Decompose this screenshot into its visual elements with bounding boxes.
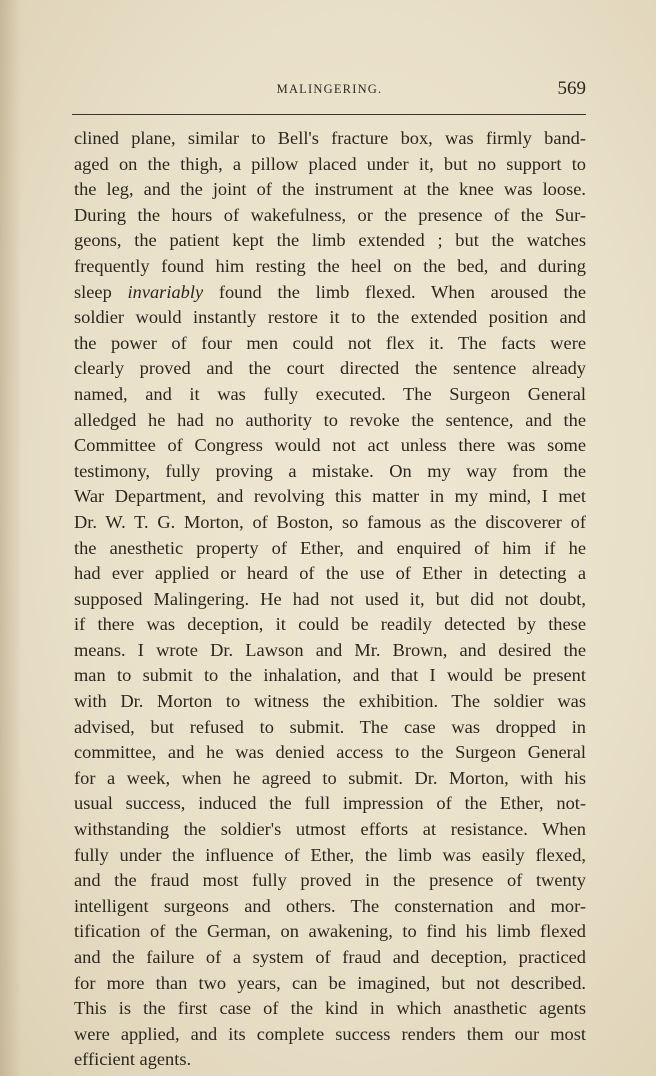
text-line: the leg, and the joint of the instrument at the knee was loose.: [74, 179, 586, 200]
running-head: MALINGERING.: [276, 82, 383, 96]
page-number: 569: [557, 78, 586, 99]
page-header: [73, 78, 586, 106]
text-line: clearly proved and the court directed the sentence already: [74, 358, 586, 379]
text-line: alledged he had no authority to revoke the sentence, and the: [74, 409, 586, 430]
text-line: withstanding the soldier's utmost efforts at resistance. When: [74, 819, 586, 840]
text-line: tification of the German, on awakening, to find his limb flexed: [74, 921, 586, 942]
italic-emphasis: invariably: [127, 281, 204, 302]
text-line: for more than two years, can be imagined, but not described.: [74, 972, 586, 993]
text-line: had ever applied or heard of the use of Ether in detecting a: [74, 563, 586, 584]
text-line: War Department, and revolving this matter in my mind, I met: [74, 486, 586, 507]
text-line: testimony, fully proving a mistake. On my way from the: [74, 460, 586, 481]
text-line: the anesthetic property of Ether, and enquired of him if he: [74, 537, 586, 558]
text-line: man to submit to the inhalation, and that I would be present: [74, 665, 586, 686]
text-line: usual success, induced the full impression of the Ether, not-: [74, 793, 586, 814]
text-line: named, and it was fully executed. The Surgeon General: [74, 383, 586, 404]
text-line: sleep invariably found the limb flexed. When aroused the: [74, 281, 586, 302]
text-line: Dr. W. T. G. Morton, of Boston, so famous as the discoverer of: [74, 511, 586, 532]
header-rule: [72, 114, 586, 115]
text-line: means. I wrote Dr. Lawson and Mr. Brown, and desired the: [74, 639, 586, 660]
text-line: fully under the influence of Ether, the limb was easily flexed,: [74, 844, 586, 865]
text-line: if there was deception, it could be readily detected by these: [74, 614, 586, 635]
text-line: soldier would instantly restore it to the extended position and: [74, 307, 586, 328]
body-text: [74, 126, 586, 1073]
text-line: Committee of Congress would not act unless there was some: [74, 435, 586, 456]
spine-shadow: [0, 0, 22, 1076]
text-line: efficient agents.: [74, 1049, 192, 1070]
text-line: were applied, and its complete success renders them our most: [74, 1023, 586, 1044]
text-line: During the hours of wakefulness, or the presence of the Sur-: [74, 204, 586, 225]
text-line: geons, the patient kept the limb extended ; but the watches: [74, 230, 586, 251]
text-line: clined plane, similar to Bell's fracture box, was firmly band-: [74, 128, 586, 148]
text-line: and the fraud most fully proved in the presence of twenty: [74, 870, 586, 891]
text-line: and the failure of a system of fraud and deception, practiced: [74, 947, 586, 967]
text-line: the power of four men could not flex it. The facts were: [74, 332, 586, 353]
text-line: aged on the thigh, a pillow placed under it, but no support to: [74, 153, 586, 174]
text-line: supposed Malingering. He had not used it, but did not doubt,: [74, 588, 586, 609]
text-line: committee, and he was denied access to the Surgeon General: [74, 742, 586, 763]
text-line: This is the first case of the kind in which anasthetic agents: [74, 998, 586, 1019]
text-line: with Dr. Morton to witness the exhibition. The soldier was: [74, 691, 586, 712]
text-line: advised, but refused to submit. The case was dropped in: [74, 716, 586, 737]
text-line: for a week, when he agreed to submit. Dr. Morton, with his: [74, 767, 586, 788]
text-line: frequently found him resting the heel on the bed, and during: [74, 255, 586, 276]
text-line: intelligent surgeons and others. The consternation and mor-: [74, 895, 586, 916]
